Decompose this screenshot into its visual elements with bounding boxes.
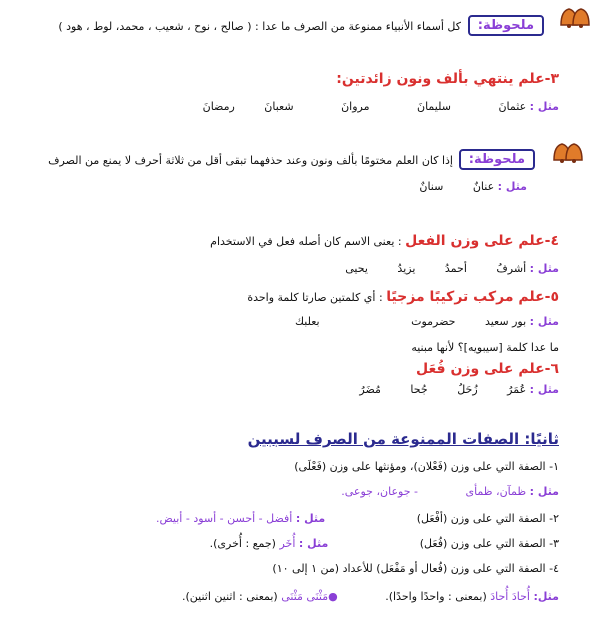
- item-line: ٢- الصفة التي على وزن (أفْعَل) مثل : أفضل - أحسن - أسود - أبيض.: [155, 512, 559, 525]
- note-text: كل أسماء الأنبياء ممنوعة من الصرف ما عدا : ( صالح ، نوح ، شعيب ، محمد، لوط ، هود ): [58, 20, 461, 33]
- note-label: ملحوظة:: [468, 15, 544, 36]
- example-line: مثل : بور سعيد حضرموت بعلبك: [295, 315, 559, 328]
- example-line: مثل : عُمَرُ زُحَلُ جُحا مُضَرُ: [359, 383, 559, 396]
- example-line: مثل : عثمانَ سليمانَ مروانَ شعبانَ رمضانَ: [202, 100, 559, 113]
- bells-icon: [548, 138, 588, 164]
- section-heading: ٦-علم على وزن فُعَل: [416, 361, 559, 377]
- example-line: مثل : ظمآن، ظمأى - جوعان، جوعى.: [341, 485, 559, 498]
- item-line: ١- الصفة التي على وزن (فَعْلان)، ومؤنثها على وزن (فَعْلَى): [294, 460, 559, 473]
- section-heading: ٥-علم مركب تركيبًا مزجيًا : أي كلمتين صارتا كلمة واحدة: [247, 289, 559, 305]
- exception-line: ما عدا كلمة [سيبويه]؟ لأنها مبنيه: [411, 341, 559, 354]
- example-line: مثل: أُحادَ أُحادَ (بمعنى : واحدًا واحدًا). ●مَثْنَى مَثْنَى (بمعنى : اثنين اثنين).: [181, 590, 559, 603]
- example-line: مثل : عنانٌ سنانٌ: [419, 180, 527, 193]
- example-line: مثل : أشرفُ أحمدُ يزيدُ يحيى: [345, 262, 559, 275]
- section-heading: ٣-علم ينتهي بألف ونون زائدتين:: [336, 71, 559, 87]
- section-heading: ٤-علم على وزن الفعل : يعنى الاسم كان أصله فعل في الاستخدام: [210, 233, 559, 249]
- bells-icon: [555, 3, 595, 29]
- part-heading: ثانيًا: الصفات الممنوعة من الصرف لسببين: [247, 430, 559, 448]
- note-text: إذا كان العلم مختومًا بألف ونون وعند حذفهما تبقى أقل من ثلاثة أحرف لا يمنع من الصرف: [48, 154, 453, 167]
- note-label: ملحوظة:: [459, 149, 535, 170]
- item-line: ٤- الصفة التي على وزن (فُعال أو مَفْعَل) للأعداد (من ١ إلى ١٠): [272, 562, 559, 575]
- item-line: ٣- الصفة التي على وزن (فُعَل) مثل : أُخَر (جمع : أُخرى).: [209, 537, 559, 550]
